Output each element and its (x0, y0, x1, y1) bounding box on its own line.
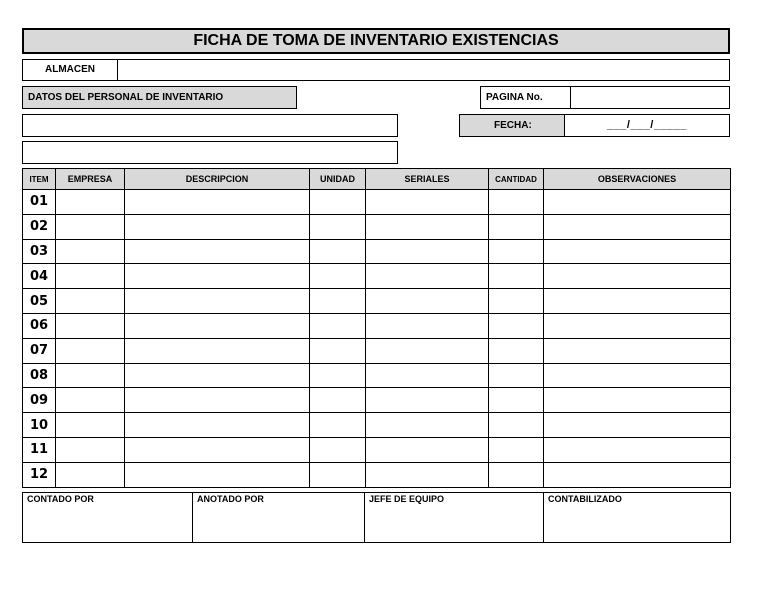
table-row (23, 437, 731, 462)
table-row (23, 363, 731, 388)
observaciones-cell[interactable] (544, 338, 731, 363)
observaciones-cell[interactable] (544, 413, 731, 438)
pagina-field[interactable] (570, 86, 730, 109)
item-number: 08 (23, 363, 56, 388)
item-number: 12 (23, 462, 56, 487)
observaciones-cell[interactable] (544, 289, 731, 314)
unidad-cell[interactable] (310, 338, 366, 363)
column-header-empresa: EMPRESA (56, 169, 125, 190)
seriales-cell[interactable] (366, 363, 489, 388)
jefe-de-equipo-cell[interactable]: JEFE DE EQUIPO (365, 493, 544, 543)
almacen-label: ALMACEN (22, 59, 118, 81)
seriales-cell[interactable] (366, 338, 489, 363)
empresa-cell[interactable] (56, 313, 125, 338)
descripcion-cell[interactable] (125, 214, 310, 239)
cantidad-cell[interactable] (489, 462, 544, 487)
cantidad-cell[interactable] (489, 413, 544, 438)
personal-section-label: DATOS DEL PERSONAL DE INVENTARIO (22, 86, 297, 109)
observaciones-cell[interactable] (544, 214, 731, 239)
unidad-cell[interactable] (310, 214, 366, 239)
descripcion-cell[interactable] (125, 388, 310, 413)
column-header-item: ITEM (23, 169, 56, 190)
table-row (23, 338, 731, 363)
table-row (23, 214, 731, 239)
descripcion-cell[interactable] (125, 413, 310, 438)
item-number: 10 (23, 413, 56, 438)
pagina-label: PAGINA No. (480, 86, 571, 109)
table-row (23, 413, 731, 438)
unidad-cell[interactable] (310, 437, 366, 462)
seriales-cell[interactable] (366, 462, 489, 487)
unidad-cell[interactable] (310, 462, 366, 487)
inventory-table (22, 168, 731, 488)
empresa-cell[interactable] (56, 214, 125, 239)
fecha-field[interactable]: ___/___/_____ (564, 114, 730, 137)
seriales-cell[interactable] (366, 214, 489, 239)
empresa-cell[interactable] (56, 363, 125, 388)
descripcion-cell[interactable] (125, 462, 310, 487)
unidad-cell[interactable] (310, 239, 366, 264)
item-number: 11 (23, 437, 56, 462)
seriales-cell[interactable] (366, 264, 489, 289)
descripcion-cell[interactable] (125, 239, 310, 264)
descripcion-cell[interactable] (125, 313, 310, 338)
empresa-cell[interactable] (56, 289, 125, 314)
unidad-cell[interactable] (310, 190, 366, 215)
table-row (23, 388, 731, 413)
cantidad-cell[interactable] (489, 313, 544, 338)
seriales-cell[interactable] (366, 388, 489, 413)
empresa-cell[interactable] (56, 437, 125, 462)
column-header-cantidad: CANTIDAD (489, 169, 544, 190)
table-row (23, 239, 731, 264)
column-header-unidad: UNIDAD (310, 169, 366, 190)
observaciones-cell[interactable] (544, 190, 731, 215)
almacen-field[interactable] (117, 59, 730, 81)
cantidad-cell[interactable] (489, 239, 544, 264)
table-row (23, 264, 731, 289)
contabilizado-cell[interactable]: CONTABILIZADO (544, 493, 731, 543)
column-header-descripcion: DESCRIPCION (125, 169, 310, 190)
descripcion-cell[interactable] (125, 264, 310, 289)
item-number: 02 (23, 214, 56, 239)
descripcion-cell[interactable] (125, 363, 310, 388)
descripcion-cell[interactable] (125, 437, 310, 462)
table-header-row (23, 169, 731, 190)
cantidad-cell[interactable] (489, 363, 544, 388)
seriales-cell[interactable] (366, 239, 489, 264)
observaciones-cell[interactable] (544, 437, 731, 462)
personal-field-2[interactable] (22, 141, 398, 164)
seriales-cell[interactable] (366, 313, 489, 338)
empresa-cell[interactable] (56, 264, 125, 289)
seriales-cell[interactable] (366, 190, 489, 215)
column-header-observaciones: OBSERVACIONES (544, 169, 731, 190)
unidad-cell[interactable] (310, 413, 366, 438)
cantidad-cell[interactable] (489, 289, 544, 314)
empresa-cell[interactable] (56, 239, 125, 264)
unidad-cell[interactable] (310, 388, 366, 413)
empresa-cell[interactable] (56, 190, 125, 215)
table-row (23, 289, 731, 314)
anotado-por-cell[interactable]: ANOTADO POR (193, 493, 365, 543)
table-row (23, 190, 731, 215)
signature-table (22, 492, 731, 543)
cantidad-cell[interactable] (489, 338, 544, 363)
unidad-cell[interactable] (310, 264, 366, 289)
cantidad-cell[interactable] (489, 190, 544, 215)
seriales-cell[interactable] (366, 437, 489, 462)
observaciones-cell[interactable] (544, 264, 731, 289)
item-number: 07 (23, 338, 56, 363)
item-number: 03 (23, 239, 56, 264)
empresa-cell[interactable] (56, 462, 125, 487)
item-number: 04 (23, 264, 56, 289)
cantidad-cell[interactable] (489, 264, 544, 289)
item-number: 06 (23, 313, 56, 338)
item-number: 05 (23, 289, 56, 314)
item-number: 01 (23, 190, 56, 215)
table-row (23, 313, 731, 338)
contado-por-cell[interactable]: CONTADO POR (23, 493, 193, 543)
seriales-cell[interactable] (366, 413, 489, 438)
cantidad-cell[interactable] (489, 437, 544, 462)
descripcion-cell[interactable] (125, 338, 310, 363)
empresa-cell[interactable] (56, 413, 125, 438)
descripcion-cell[interactable] (125, 190, 310, 215)
observaciones-cell[interactable] (544, 239, 731, 264)
empresa-cell[interactable] (56, 388, 125, 413)
column-header-seriales: SERIALES (366, 169, 489, 190)
observaciones-cell[interactable] (544, 462, 731, 487)
cantidad-cell[interactable] (489, 214, 544, 239)
table-row (23, 462, 731, 487)
observaciones-cell[interactable] (544, 388, 731, 413)
empresa-cell[interactable] (56, 338, 125, 363)
observaciones-cell[interactable] (544, 313, 731, 338)
unidad-cell[interactable] (310, 313, 366, 338)
observaciones-cell[interactable] (544, 363, 731, 388)
personal-field-1[interactable] (22, 114, 398, 137)
fecha-label: FECHA: (459, 114, 565, 137)
unidad-cell[interactable] (310, 363, 366, 388)
form-title: FICHA DE TOMA DE INVENTARIO EXISTENCIAS (22, 28, 730, 54)
item-number: 09 (23, 388, 56, 413)
seriales-cell[interactable] (366, 289, 489, 314)
cantidad-cell[interactable] (489, 388, 544, 413)
unidad-cell[interactable] (310, 289, 366, 314)
descripcion-cell[interactable] (125, 289, 310, 314)
